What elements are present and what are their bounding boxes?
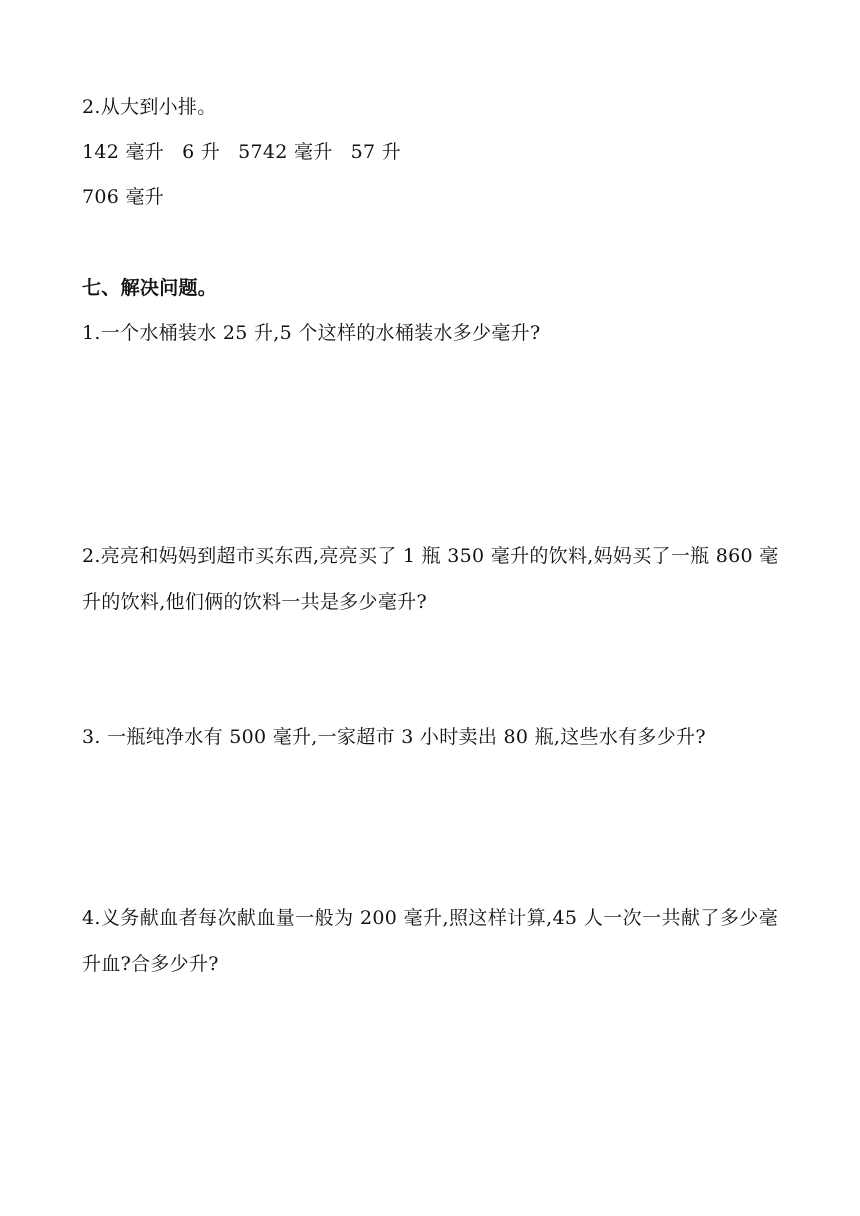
quantity-item: 142 毫升 xyxy=(82,141,165,163)
problem-2-line-1: 2.亮亮和妈妈到超市买东西,亮亮买了 1 瓶 350 毫升的饮料,妈妈买了一瓶 860 毫 xyxy=(82,545,779,567)
quantity-list-row-1 xyxy=(82,140,401,164)
problem-4-line-1: 4.义务献血者每次献血量一般为 200 毫升,照这样计算,45 人一次一共献了多少毫 xyxy=(82,907,778,929)
quantity-item: 57 升 xyxy=(350,141,402,163)
problem-1-line-1: 1.一个水桶装水 25 升,5 个这样的水桶装水多少毫升? xyxy=(82,322,541,344)
quantity-item: 5742 毫升 xyxy=(238,141,333,163)
problem-3-line-1: 3. 一瓶纯净水有 500 毫升,一家超市 3 小时卖出 80 瓶,这些水有多少升? xyxy=(82,726,706,748)
order-task-title: 2.从大到小排。 xyxy=(82,96,217,118)
problem-4-line-2: 升血?合多少升? xyxy=(82,953,219,975)
quantity-list-row-2: 706 毫升 xyxy=(82,186,165,208)
section-heading: 七、解决问题。 xyxy=(82,277,218,299)
problem-2-line-2: 升的饮料,他们俩的饮料一共是多少毫升? xyxy=(82,591,427,613)
quantity-item: 6 升 xyxy=(182,141,221,163)
